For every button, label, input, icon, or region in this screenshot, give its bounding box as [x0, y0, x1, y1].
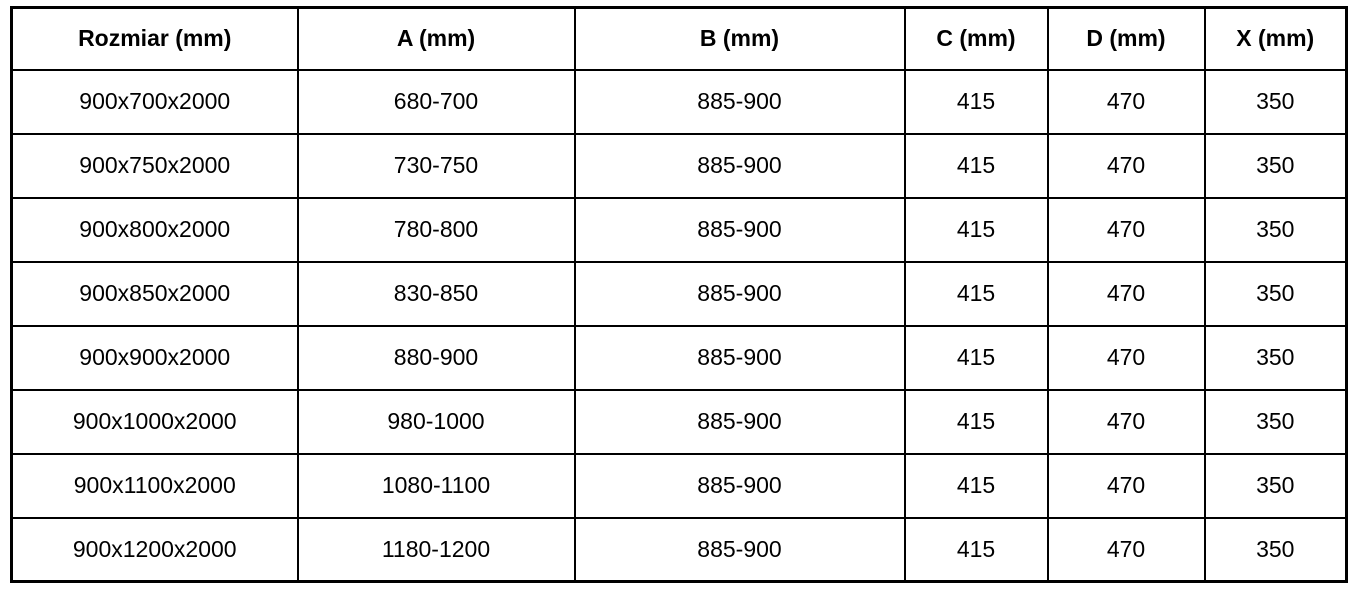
table-cell: 415	[905, 390, 1048, 454]
table-cell: 470	[1048, 198, 1205, 262]
column-header-rozmiar: Rozmiar (mm)	[12, 8, 298, 70]
table-row	[12, 134, 1347, 198]
size-table-container	[10, 6, 1345, 583]
table-row	[12, 198, 1347, 262]
column-header-x: X (mm)	[1205, 8, 1347, 70]
table-cell: 885-900	[575, 518, 905, 582]
table-cell: 680-700	[298, 70, 575, 134]
table-cell: 470	[1048, 390, 1205, 454]
table-cell: 470	[1048, 134, 1205, 198]
table-cell: 900x900x2000	[12, 326, 298, 390]
table-cell: 885-900	[575, 198, 905, 262]
table-cell: 900x750x2000	[12, 134, 298, 198]
table-cell: 415	[905, 134, 1048, 198]
column-header-d: D (mm)	[1048, 8, 1205, 70]
column-header-c: C (mm)	[905, 8, 1048, 70]
header-row	[12, 8, 1347, 70]
table-cell: 900x1000x2000	[12, 390, 298, 454]
table-row	[12, 262, 1347, 326]
table-cell: 900x800x2000	[12, 198, 298, 262]
table-cell: 470	[1048, 326, 1205, 390]
table-cell: 780-800	[298, 198, 575, 262]
column-header-b: B (mm)	[575, 8, 905, 70]
table-cell: 415	[905, 326, 1048, 390]
table-body	[12, 70, 1347, 582]
table-cell: 885-900	[575, 326, 905, 390]
table-cell: 350	[1205, 454, 1347, 518]
table-cell: 885-900	[575, 134, 905, 198]
table-cell: 415	[905, 518, 1048, 582]
table-row	[12, 326, 1347, 390]
table-cell: 1080-1100	[298, 454, 575, 518]
table-cell: 470	[1048, 262, 1205, 326]
table-cell: 415	[905, 198, 1048, 262]
column-header-a: A (mm)	[298, 8, 575, 70]
table-cell: 885-900	[575, 454, 905, 518]
table-cell: 350	[1205, 390, 1347, 454]
table-cell: 885-900	[575, 70, 905, 134]
table-cell: 1180-1200	[298, 518, 575, 582]
table-cell: 980-1000	[298, 390, 575, 454]
size-specification-table	[10, 6, 1348, 583]
table-cell: 470	[1048, 454, 1205, 518]
table-row	[12, 518, 1347, 582]
table-cell: 900x1200x2000	[12, 518, 298, 582]
table-row	[12, 70, 1347, 134]
table-cell: 830-850	[298, 262, 575, 326]
table-cell: 350	[1205, 326, 1347, 390]
table-cell: 730-750	[298, 134, 575, 198]
table-cell: 900x1100x2000	[12, 454, 298, 518]
table-cell: 415	[905, 454, 1048, 518]
table-cell: 885-900	[575, 262, 905, 326]
table-cell: 885-900	[575, 390, 905, 454]
table-cell: 350	[1205, 70, 1347, 134]
table-cell: 900x700x2000	[12, 70, 298, 134]
table-row	[12, 390, 1347, 454]
table-cell: 350	[1205, 134, 1347, 198]
table-cell: 900x850x2000	[12, 262, 298, 326]
table-cell: 415	[905, 262, 1048, 326]
table-cell: 470	[1048, 518, 1205, 582]
table-cell: 415	[905, 70, 1048, 134]
table-cell: 350	[1205, 262, 1347, 326]
table-header	[12, 8, 1347, 70]
table-cell: 350	[1205, 198, 1347, 262]
table-cell: 470	[1048, 70, 1205, 134]
table-row	[12, 454, 1347, 518]
table-cell: 880-900	[298, 326, 575, 390]
table-cell: 350	[1205, 518, 1347, 582]
